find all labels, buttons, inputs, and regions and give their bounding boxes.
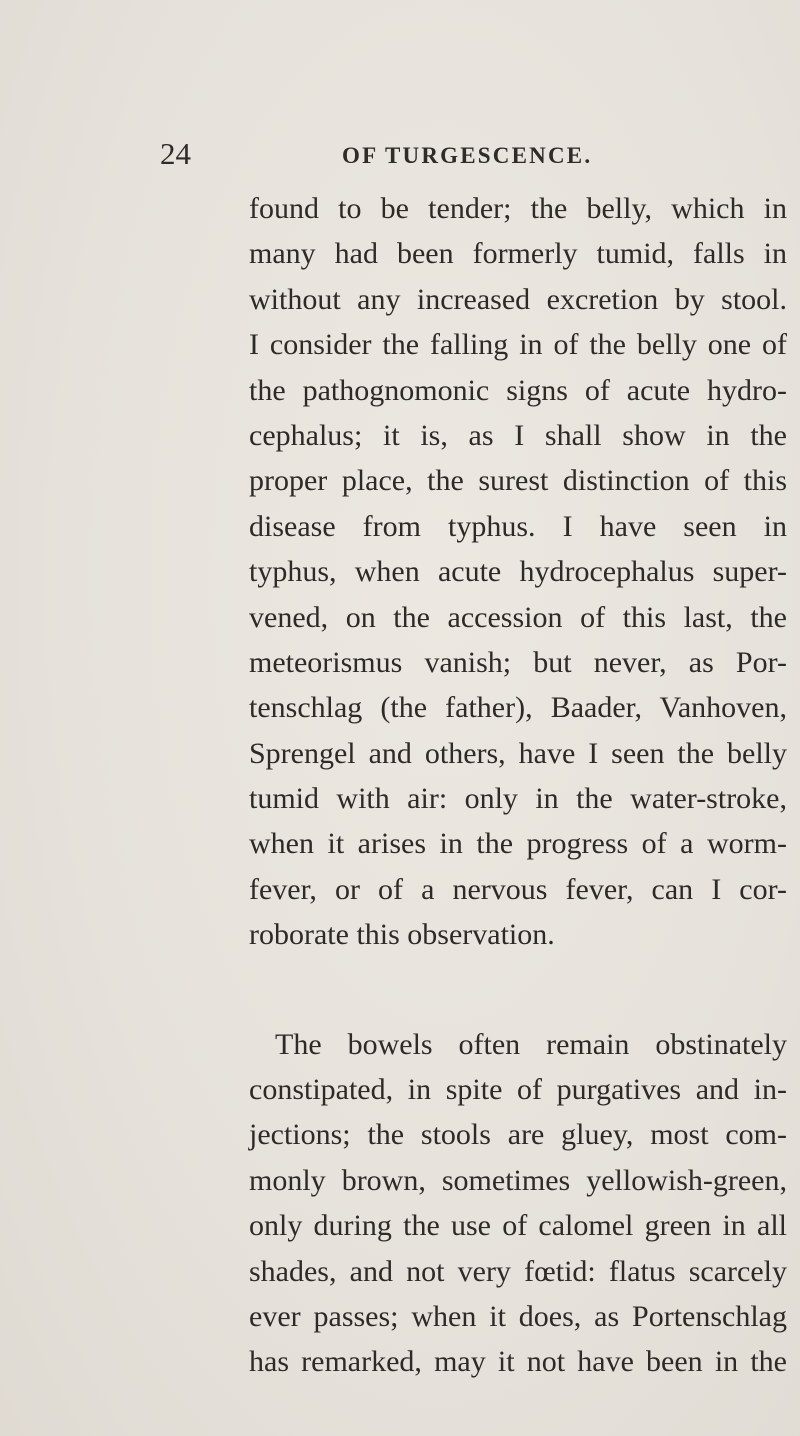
running-head: OF TURGESCENCE. — [342, 143, 593, 168]
text-line: many had been formerly tumid, falls in — [249, 237, 787, 271]
paragraph-2 — [249, 1022, 787, 1385]
text-line: constipated, in spite of purgatives and in- — [249, 1073, 787, 1107]
text-line: typhus, when acute hydrocephalus super- — [249, 555, 787, 589]
paragraph-gap — [249, 958, 787, 1022]
text-line: only during the use of calomel green in all — [249, 1209, 787, 1243]
text-line: monly brown, sometimes yellowish-green, — [249, 1163, 787, 1197]
text-line: vened, on the accession of this last, the — [249, 600, 787, 634]
text-line: Sprengel and others, have I seen the belly — [249, 736, 787, 770]
text-line: I consider the falling in of the belly one of — [249, 328, 787, 362]
text-line: without any increased excretion by stool. — [249, 282, 787, 316]
text-line: tumid with air: only in the water-stroke, — [249, 782, 787, 816]
text-line: cephalus; it is, as I shall show in the — [249, 418, 787, 452]
text-line: the pathognomonic signs of acute hydro- — [249, 373, 787, 407]
text-line: proper place, the surest distinction of this — [249, 464, 787, 498]
text-line: when it arises in the progress of a worm- — [249, 827, 787, 861]
text-line: fever, or of a nervous fever, can I cor- — [249, 872, 787, 906]
body-text — [249, 186, 787, 1385]
text-line: has remarked, may it not have been in the — [249, 1345, 787, 1379]
text-line: ever passes; when it does, as Portenschlag — [249, 1299, 787, 1333]
page-number: 24 — [160, 136, 191, 171]
text-line: disease from typhus. I have seen in — [249, 509, 787, 543]
text-line: The bowels often remain obstinately — [275, 1027, 787, 1061]
text-line: meteorismus vanish; but never, as Por- — [249, 645, 787, 679]
text-line: jections; the stools are gluey, most com- — [249, 1118, 787, 1152]
text-line: found to be tender; the belly, which in — [249, 192, 787, 225]
text-line: roborate this observation. — [249, 918, 555, 952]
page-header — [160, 134, 800, 178]
text-line: tenschlag (the father), Baader, Vanhoven, — [249, 691, 787, 725]
text-line: shades, and not very fœtid: flatus scarcely — [249, 1254, 787, 1288]
paragraph-1 — [249, 186, 787, 958]
